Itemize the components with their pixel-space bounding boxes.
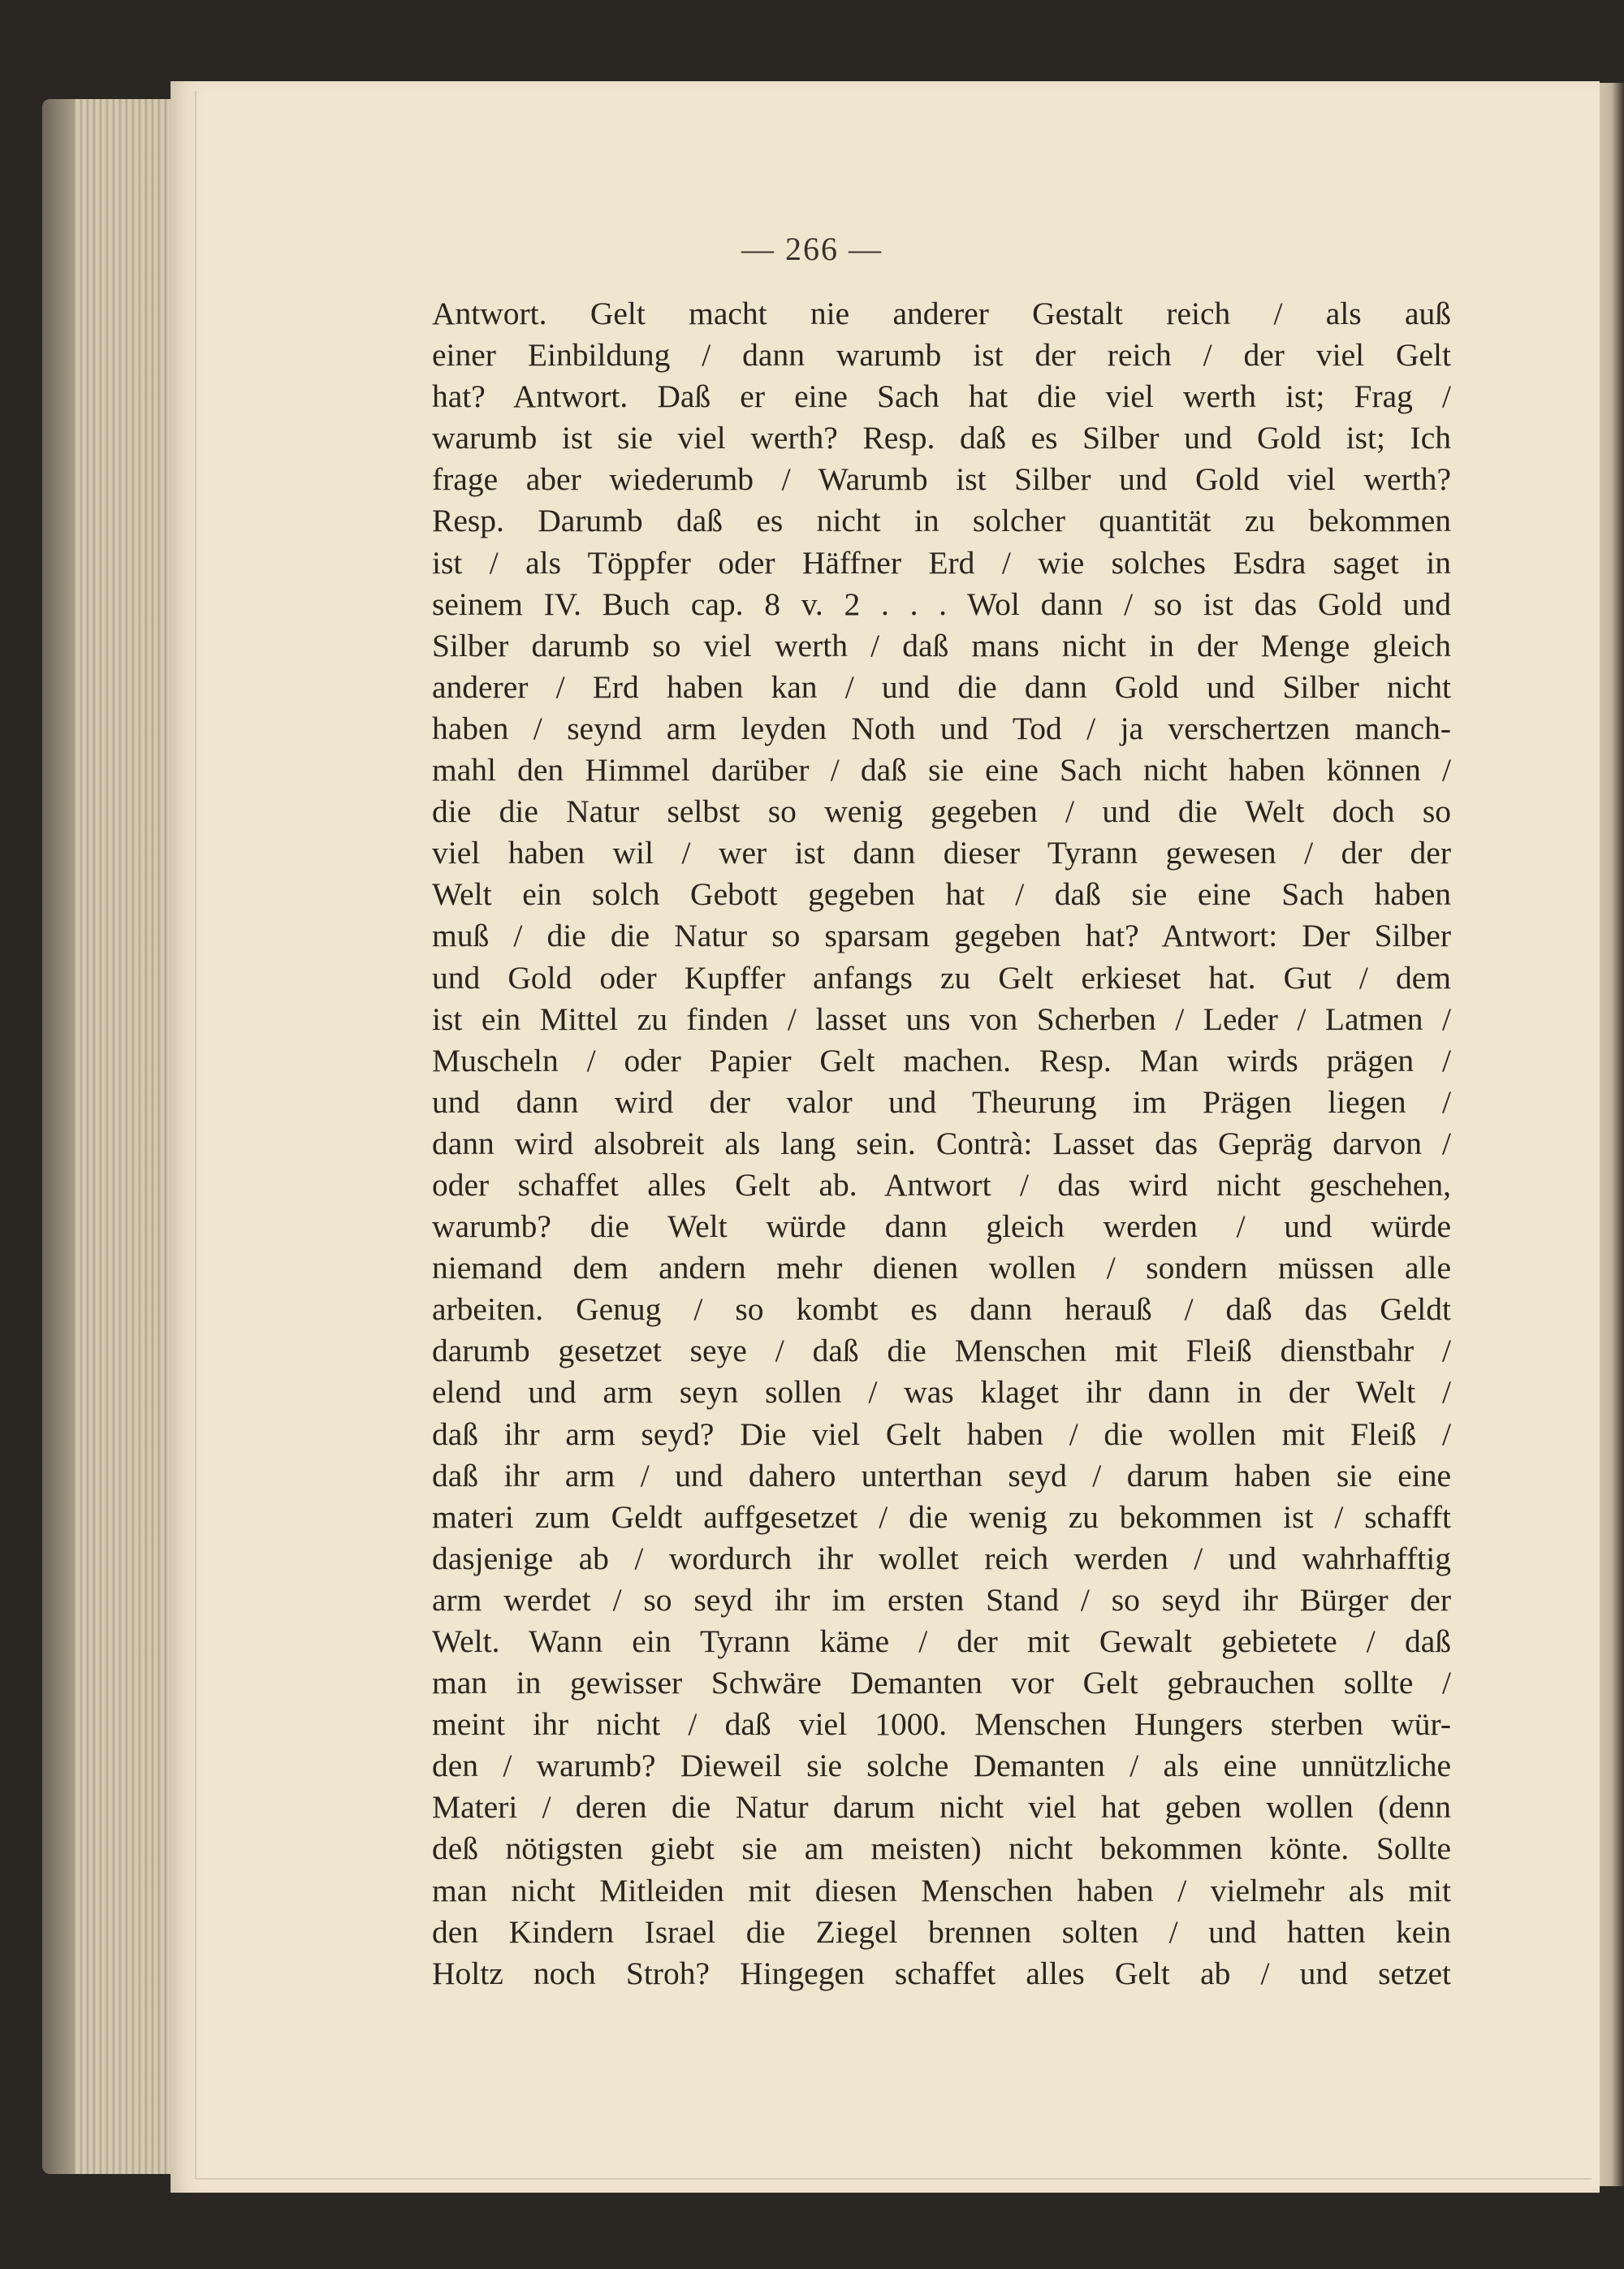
text-line: dann wird alsobreit als lang sein. Contrà: Lasset das Gepräg darvon / bbox=[432, 1125, 1451, 1161]
text-line: niemand dem andern mehr dienen wollen / sondern müssen alle bbox=[432, 1250, 1451, 1286]
text-line: Antwort. Gelt macht nie anderer Gestalt reich / als auß bbox=[432, 296, 1451, 331]
text-line: muß / die die Natur so sparsam gegeben hat? Antwort: Der Silber bbox=[432, 918, 1451, 954]
text-line: anderer / Erd haben kan / und die dann Gold und Silber nicht bbox=[432, 668, 1451, 705]
text-line: warumb? die Welt würde dann gleich werden / und würde bbox=[432, 1208, 1451, 1245]
text-line: oder schaffet alles Gelt ab. Antwort / das wird nicht geschehen, bbox=[432, 1166, 1451, 1203]
text-line: Silber darumb so viel werth / daß mans nicht in der Menge gleich bbox=[432, 627, 1451, 663]
page-edges-shadow bbox=[42, 99, 75, 2174]
text-line: und dann wird der valor und Theurung im Prägen liegen / bbox=[432, 1083, 1451, 1120]
text-line: meint ihr nicht / daß viel 1000. Menschen Hungers sterben wür- bbox=[432, 1706, 1451, 1743]
text-line: deß nötigsten giebt sie am meisten) nicht bekommen könte. Sollte bbox=[432, 1830, 1451, 1867]
text-line: einer Einbildung / dann warumb ist der reich / der viel Gelt bbox=[432, 337, 1451, 374]
text-line: frage aber wiederumb / Warumb ist Silber und Gold viel werth? bbox=[432, 461, 1451, 498]
text-line: Welt ein solch Gebott gegeben hat / daß sie eine Sach haben bbox=[432, 876, 1451, 913]
text-line: haben / seynd arm leyden Noth und Tod / ja verschertzen manch- bbox=[432, 710, 1451, 746]
text-line: und Gold oder Kupffer anfangs zu Gelt erkieset hat. Gut / dem bbox=[432, 959, 1451, 996]
text-line: ist / als Töppfer oder Häffner Erd / wie solches Esdra saget in bbox=[432, 544, 1451, 581]
body-text bbox=[432, 293, 1451, 1995]
text-line: Muscheln / oder Papier Gelt machen. Resp. Man wirds prägen / bbox=[432, 1042, 1451, 1078]
text-line: Welt. Wann ein Tyrann käme / der mit Gewalt gebietete / daß bbox=[432, 1623, 1451, 1659]
text-line: materi zum Geldt auffgesetzet / die wenig zu bekommen ist / schafft bbox=[432, 1498, 1451, 1535]
text-line: elend und arm seyn sollen / was klaget ihr dann in der Welt / bbox=[432, 1374, 1451, 1411]
text-line: man in gewisser Schwäre Demanten vor Gelt gebrauchen sollte / bbox=[432, 1665, 1451, 1701]
text-line: viel haben wil / wer ist dann dieser Tyrann gewesen / der der bbox=[432, 835, 1451, 871]
text-line: warumb ist sie viel werth? Resp. daß es Silber und Gold ist; Ich bbox=[432, 420, 1451, 456]
text-line: ist ein Mittel zu finden / lasset uns von Scherben / Leder / Latmen / bbox=[432, 1001, 1451, 1037]
text-line: Materi / deren die Natur darum nicht viel hat geben wollen (denn bbox=[432, 1789, 1451, 1826]
text-line: Holtz noch Stroh? Hingegen schaffet alles Gelt ab / und setzet bbox=[432, 1955, 1451, 1991]
text-line: den / warumb? Dieweil sie solche Demanten / als eine unnützliche bbox=[432, 1748, 1451, 1784]
text-line: dasjenige ab / wordurch ihr wollet reich werden / und wahrhafftig bbox=[432, 1540, 1451, 1576]
text-line: arbeiten. Genug / so kombt es dann herauß / daß das Geldt bbox=[432, 1291, 1451, 1328]
text-line: die die Natur selbst so wenig gegeben / und die Welt doch so bbox=[432, 793, 1451, 830]
text-line: darumb gesetzet seye / daß die Menschen mit Fleiß dienstbahr / bbox=[432, 1333, 1451, 1369]
text-line: Resp. Darumb daß es nicht in solcher quantität zu bekommen bbox=[432, 503, 1451, 539]
text-line: seinem IV. Buch cap. 8 v. 2 . . . Wol dann / so ist das Gold und bbox=[432, 586, 1451, 622]
text-line: man nicht Mitleiden mit diesen Menschen haben / vielmehr als mit bbox=[432, 1872, 1451, 1908]
text-line: den Kindern Israel die Ziegel brennen solten / und hatten kein bbox=[432, 1913, 1451, 1950]
text-line: mahl den Himmel darüber / daß sie eine Sach nicht haben können / bbox=[432, 752, 1451, 789]
text-line: hat? Antwort. Daß er eine Sach hat die viel werth ist; Frag / bbox=[432, 378, 1451, 415]
text-line: arm werdet / so seyd ihr im ersten Stand / so seyd ihr Bürger der bbox=[432, 1581, 1451, 1618]
text-line: daß ihr arm seyd? Die viel Gelt haben / die wollen mit Fleiß / bbox=[432, 1415, 1451, 1452]
text-line: daß ihr arm / und dahero unterthan seyd / darum haben sie eine bbox=[432, 1457, 1451, 1493]
page-number: — 266 — bbox=[741, 231, 883, 267]
